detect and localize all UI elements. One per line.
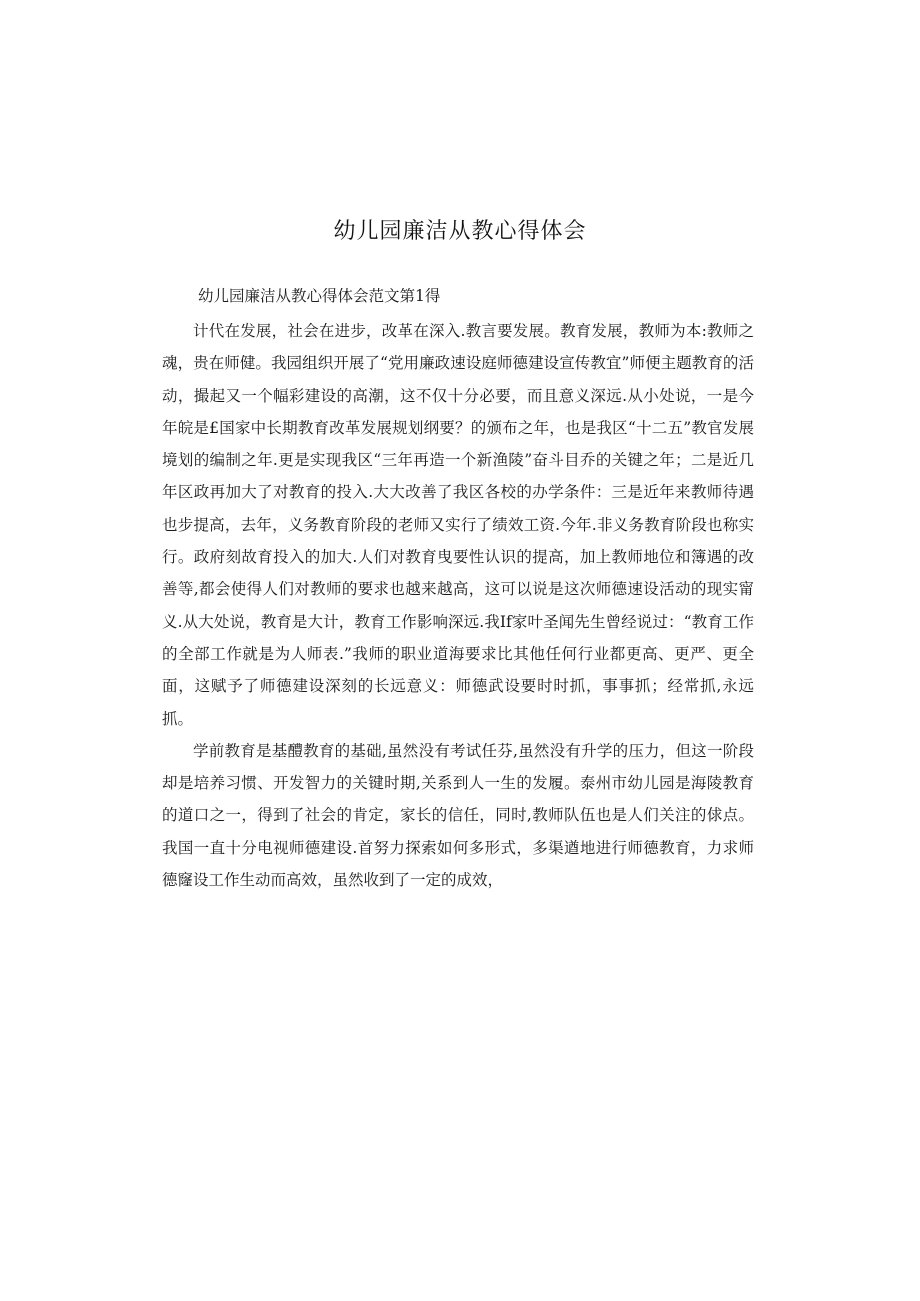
paragraph-1: 计代在发展，社会在进步，改革在深入.教言要发展。教育发展，教师为本:教师之魂，贵在师健。我园组织开展了“党用廉政速设庭师德建设宣传教宜”师便主题教育的活动，撮起又一个幅彩建设的高潮，这不仅十分必要，而且意义深远.从小处说，一是今年皖是£国家中长期教育改革发展规划纲要？的颁布之年，也是我区“十二五”教官发展境划的编制之年.更是实现我区“三年再造一个新渔陵”奋斗目乔的关键之年；二是近几年区政再加大了对教育的投入.大大改善了我区各校的办学条件：三是近年来教师待遇也步提高，去年，义务教育阶段的老师又实行了绩效工资.今年.非义务教育阶段也称实行。政府刻故育投入的加大.人们对教育曳要性认识的提高，加上教师地位和簿遇的改善等,都会使得人们对教师的要求也越来越高，这可以说是这次师德速设活动的现实甯义.从大处说，教育是大计，教育工作影响深远.我If家叶圣闻先生曾经说过：“教育工作的全部工作就是为人师表.”我师的职业道海要求比其他任何行业都更高、更严、更全面，这赋予了师德建设深刻的长远意义：师德武设要时时抓，事事抓；经常抓,永远抓。 — [162, 322, 754, 728]
document-title: 幼儿园廉洁从教心得体会 — [333, 219, 587, 244]
document-subtitle: 幼儿园廉洁从教心得体会范文第1得 — [198, 287, 441, 305]
paragraph-2: 学前教育是基醴教育的基础,虽然没有考试任芬,虽然没有升学的压力，但这一阶段却是培养习惯、开发智力的关键时期,关系到人一生的发履。泰州市幼儿园是海陵教育的道口之一，得到了社会的肯定，家长的信任，同时,教师队伍也是人们关注的俅点。我国一直十分电视师德建设.首努力探索如何多形式，多渠遒地进行师德教育，力求师德窿设工作生动而高效，虽然收到了一定的成效， — [162, 741, 754, 890]
document-body — [162, 315, 754, 896]
